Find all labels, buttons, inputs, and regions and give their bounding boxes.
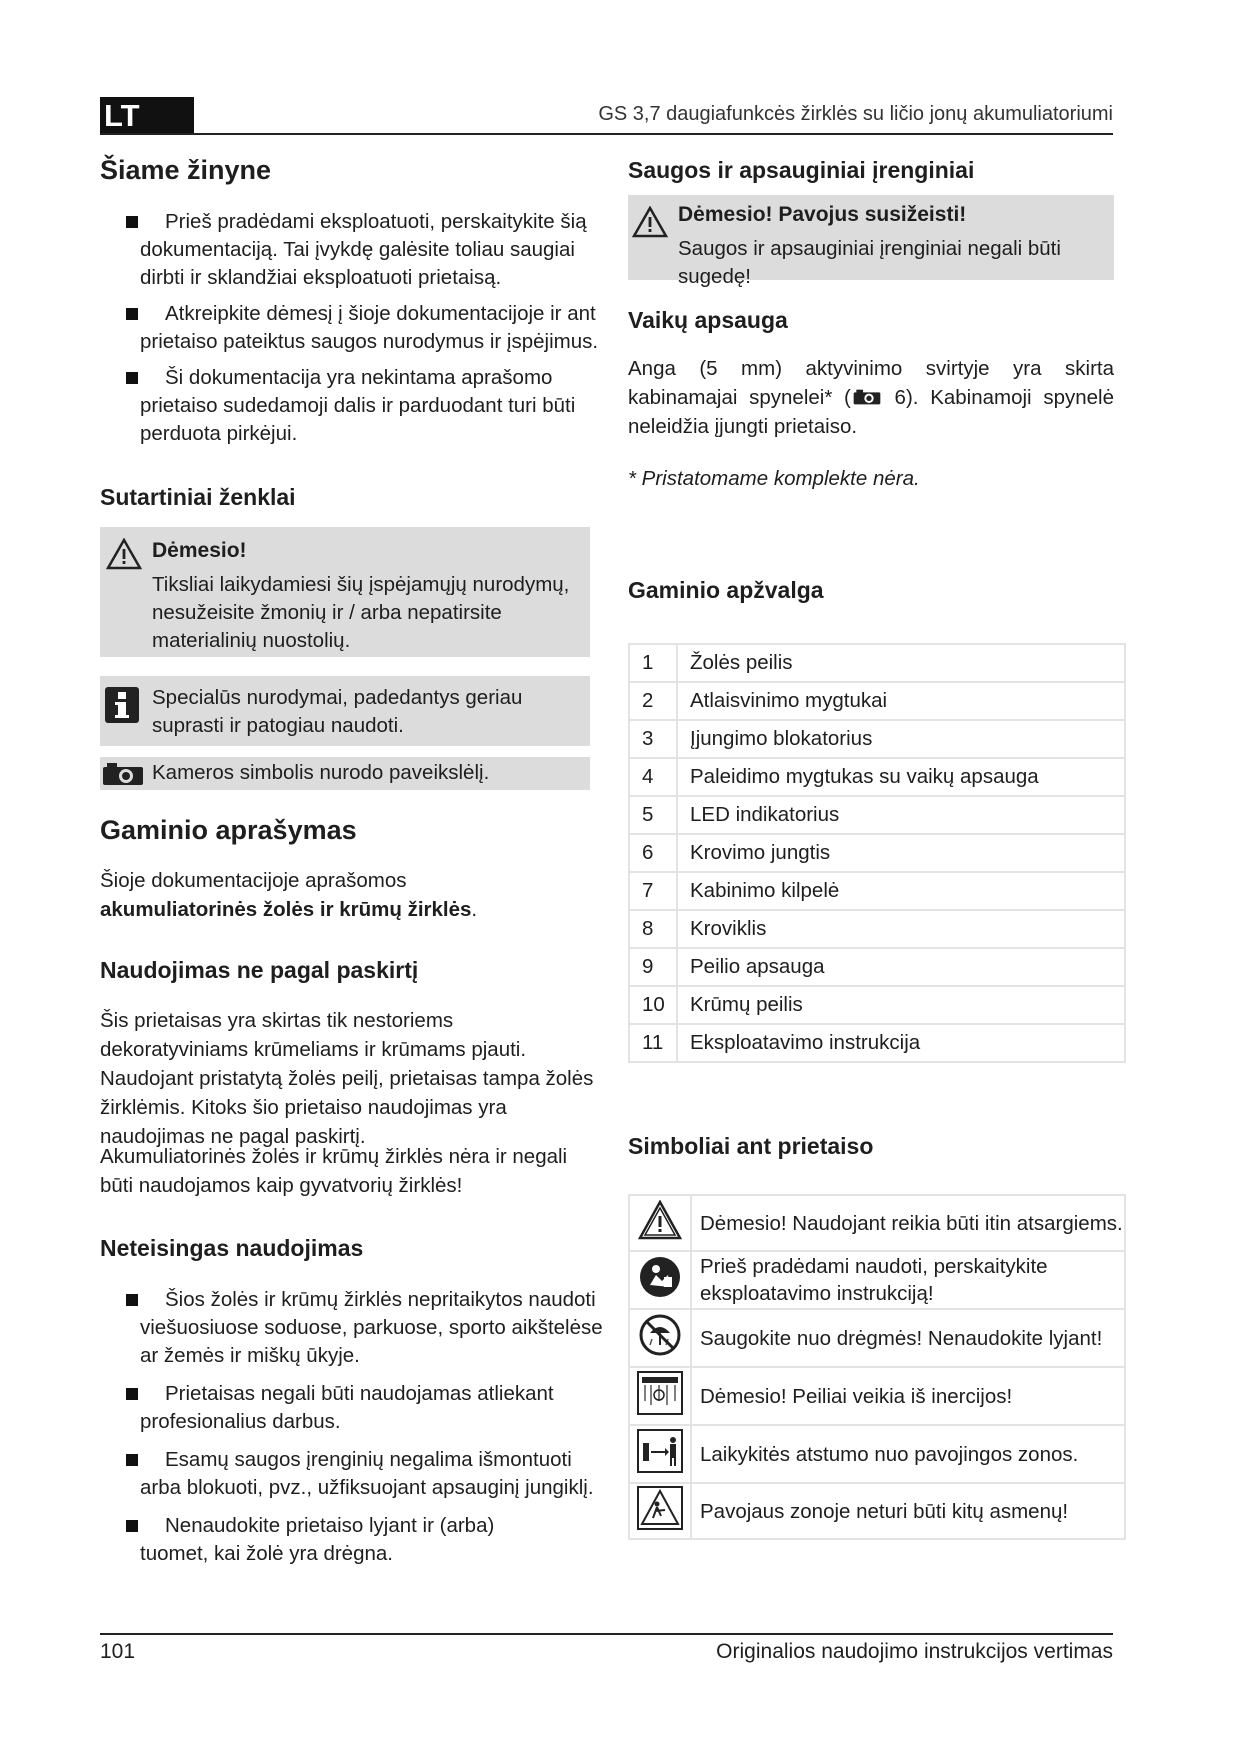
part-label: LED indikatorius — [677, 796, 1125, 834]
read-manual-icon — [638, 1255, 682, 1299]
table-row — [629, 910, 1125, 948]
info-icon — [104, 686, 140, 724]
header-divider — [100, 133, 1113, 135]
table-row — [629, 1367, 1125, 1425]
table-row — [629, 1024, 1125, 1062]
bullet-text: Šios žolės ir krūmų žirklės nepritaikytos naudoti viešuosiuose soduose, parkuose, sporto aikštelėse ar žemės ir miškų ūkyje. — [140, 1288, 603, 1367]
part-number: 8 — [629, 910, 677, 948]
device-symbols-heading: Simboliai ant prietaiso — [628, 1133, 874, 1159]
info-notice — [100, 676, 590, 746]
camera-notice — [100, 757, 590, 790]
bullet-square-icon — [126, 372, 138, 384]
bullet-text: Prieš pradėdami eksploatuoti, perskaitykite šią dokumentaciją. Tai įvykdę galėsite toliau saugiai dirbti ir sklandžiai eksploatuoti prietaisą. — [140, 210, 587, 289]
danger-text: Saugos ir apsauginiai įrenginiai negali būti sugedę! — [678, 237, 1061, 288]
improper-heading: Neteisingas naudojimas — [100, 1235, 364, 1261]
child-text-a: Anga (5 mm) aktyvinimo svirtyje yra skirta kabinamajai spynelei* ( — [628, 357, 1114, 409]
symbol-text: Laikykitės atstumo nuo pavojingos zonos. — [691, 1425, 1125, 1483]
warning-triangle-icon — [638, 1200, 682, 1240]
table-row — [629, 1251, 1125, 1309]
bullet-square-icon — [126, 1388, 138, 1400]
list-item — [100, 1286, 612, 1370]
part-number: 7 — [629, 872, 677, 910]
bullet-square-icon — [126, 1454, 138, 1466]
symbol-text: Dėmesio! Peiliai veikia iš inercijos! — [691, 1367, 1125, 1425]
symbols-heading: Sutartiniai ženklai — [100, 484, 296, 510]
blade-inertia-icon — [637, 1371, 683, 1415]
manual-heading: Šiame žinyne — [100, 155, 272, 185]
description-text: Šioje dokumentacijoje aprašomos — [100, 869, 407, 892]
part-number: 2 — [629, 682, 677, 720]
list-item — [100, 1380, 612, 1436]
child-heading: Vaikų apsauga — [628, 307, 788, 333]
list-item — [100, 364, 605, 448]
bullet-square-icon — [126, 1294, 138, 1306]
description-end: . — [471, 898, 478, 921]
no-rain-icon — [638, 1313, 682, 1357]
warning-notice — [100, 527, 590, 657]
document-title: GS 3,7 daugiafunkcės žirklės su ličio jonų akumuliatoriumi — [598, 103, 1113, 125]
bullet-square-icon — [126, 216, 138, 228]
warning-triangle-icon — [106, 538, 142, 570]
part-number: 6 — [629, 834, 677, 872]
table-row — [629, 834, 1125, 872]
part-number: 11 — [629, 1024, 677, 1062]
description-paragraph — [100, 866, 600, 924]
misuse-paragraph-1: Šis prietaisas yra skirtas tik nestoriems dekoratyviniams krūmeliams ir krūmams pjauti. Naudojant pristatytą žolės peilį, prietaisas tampa žolės žirklėmis. Kitoks šio prietaiso naudojimas yra naudojimas ne pagal paskirtį. — [100, 1009, 594, 1148]
danger-title: Dėmesio! Pavojus susižeisti! — [678, 203, 967, 226]
table-row — [629, 720, 1125, 758]
camera-text: Kameros simbolis nurodo paveikslėlį. — [152, 761, 490, 784]
bullet-text: Esamų saugos įrenginių negalima išmontuoti arba blokuoti, pvz., užfiksuojant apsauginį jungiklį. — [140, 1448, 594, 1499]
table-row — [629, 1195, 1125, 1251]
part-label: Kabinimo kilpelė — [677, 872, 1125, 910]
part-number: 10 — [629, 986, 677, 1024]
table-row — [629, 948, 1125, 986]
bullet-text: Ši dokumentacija yra nekintama aprašomo prietaiso sudedamoji dalis ir parduodant turi būti perduota pirkėjui. — [140, 366, 576, 445]
warning-text: Tiksliai laikydamiesi šių įspėjamųjų nurodymų, nesužeisite žmonių ir / arba nepatirsite materialinių nuostolių. — [152, 573, 570, 652]
footer-note: Originalios naudojimo instrukcijos vertimas — [716, 1640, 1113, 1663]
safety-heading: Saugos ir apsauginiai įrenginiai — [628, 157, 975, 183]
description-heading: Gaminio aprašymas — [100, 815, 357, 845]
part-number: 9 — [629, 948, 677, 986]
device-symbols-table — [628, 1194, 1126, 1540]
list-item — [100, 208, 605, 292]
symbol-text: Prieš pradėdami naudoti, perskaitykite eksploatavimo instrukciją! — [691, 1251, 1125, 1309]
part-label: Paleidimo mygtukas su vaikų apsauga — [677, 758, 1125, 796]
bullet-text: Nenaudokite prietaiso lyjant ir (arba) tuomet, kai žolė yra drėgna. — [140, 1514, 495, 1565]
list-item — [100, 1512, 612, 1568]
page-number: 101 — [100, 1640, 136, 1663]
table-row — [629, 1483, 1125, 1539]
part-number: 5 — [629, 796, 677, 834]
part-label: Peilio apsauga — [677, 948, 1125, 986]
bullet-text: Atkreipkite dėmesį į šioje dokumentacijoje ir ant prietaiso pateiktus saugos nurodymus ir įspėjimus. — [140, 302, 599, 353]
table-row — [629, 758, 1125, 796]
part-label: Atlaisvinimo mygtukai — [677, 682, 1125, 720]
part-label: Eksploatavimo instrukcija — [677, 1024, 1125, 1062]
bullet-text: Prietaisas negali būti naudojamas atliekant profesionalius darbus. — [140, 1382, 554, 1433]
part-label: Krūmų peilis — [677, 986, 1125, 1024]
keep-distance-icon — [637, 1429, 683, 1473]
not-included-note: * Pristatomame komplekte nėra. — [628, 467, 920, 490]
symbol-text: Saugokite nuo drėgmės! Nenaudokite lyjant! — [691, 1309, 1125, 1367]
symbol-text: Pavojaus zonoje neturi būti kitų asmenų! — [691, 1483, 1125, 1539]
misuse-heading: Naudojimas ne pagal paskirtį — [100, 957, 419, 983]
table-row — [629, 1425, 1125, 1483]
language-badge: LT — [100, 97, 194, 134]
camera-icon — [853, 388, 881, 406]
table-row — [629, 682, 1125, 720]
table-row — [629, 644, 1125, 682]
info-text: Specialūs nurodymai, padedantys geriau suprasti ir patogiau naudoti. — [152, 686, 523, 737]
overview-heading: Gaminio apžvalga — [628, 577, 824, 603]
list-item — [100, 300, 605, 356]
child-text-b: 6). Kabinamoji spynelė neleidžia įjungti prietaiso. — [628, 386, 1114, 438]
camera-icon — [102, 762, 144, 786]
table-row — [629, 872, 1125, 910]
part-number: 1 — [629, 644, 677, 682]
symbol-text: Dėmesio! Naudojant reikia būti itin atsargiems. — [691, 1195, 1125, 1251]
warning-title: Dėmesio! — [152, 539, 247, 562]
improper-bullet-list — [100, 1286, 612, 1568]
warning-triangle-icon — [632, 206, 668, 238]
child-paragraph — [628, 354, 1114, 441]
part-number: 4 — [629, 758, 677, 796]
no-bystanders-icon — [637, 1486, 683, 1530]
part-label: Krovimo jungtis — [677, 834, 1125, 872]
table-row — [629, 1309, 1125, 1367]
part-label: Įjungimo blokatorius — [677, 720, 1125, 758]
bullet-square-icon — [126, 308, 138, 320]
misuse-paragraph-2: Akumuliatorinės žolės ir krūmų žirklės nėra ir negali būti naudojamos kaip gyvatvorių žirklės! — [100, 1145, 568, 1197]
parts-table — [628, 643, 1126, 1063]
table-row — [629, 986, 1125, 1024]
bullet-square-icon — [126, 1520, 138, 1532]
description-bold: akumuliatorinės žolės ir krūmų žirklės — [100, 898, 472, 921]
list-item — [100, 1446, 612, 1502]
danger-notice — [628, 195, 1114, 288]
footer-divider — [100, 1633, 1113, 1635]
manual-bullet-list — [100, 208, 605, 448]
part-number: 3 — [629, 720, 677, 758]
table-row — [629, 796, 1125, 834]
part-label: Žolės peilis — [677, 644, 1125, 682]
part-label: Kroviklis — [677, 910, 1125, 948]
